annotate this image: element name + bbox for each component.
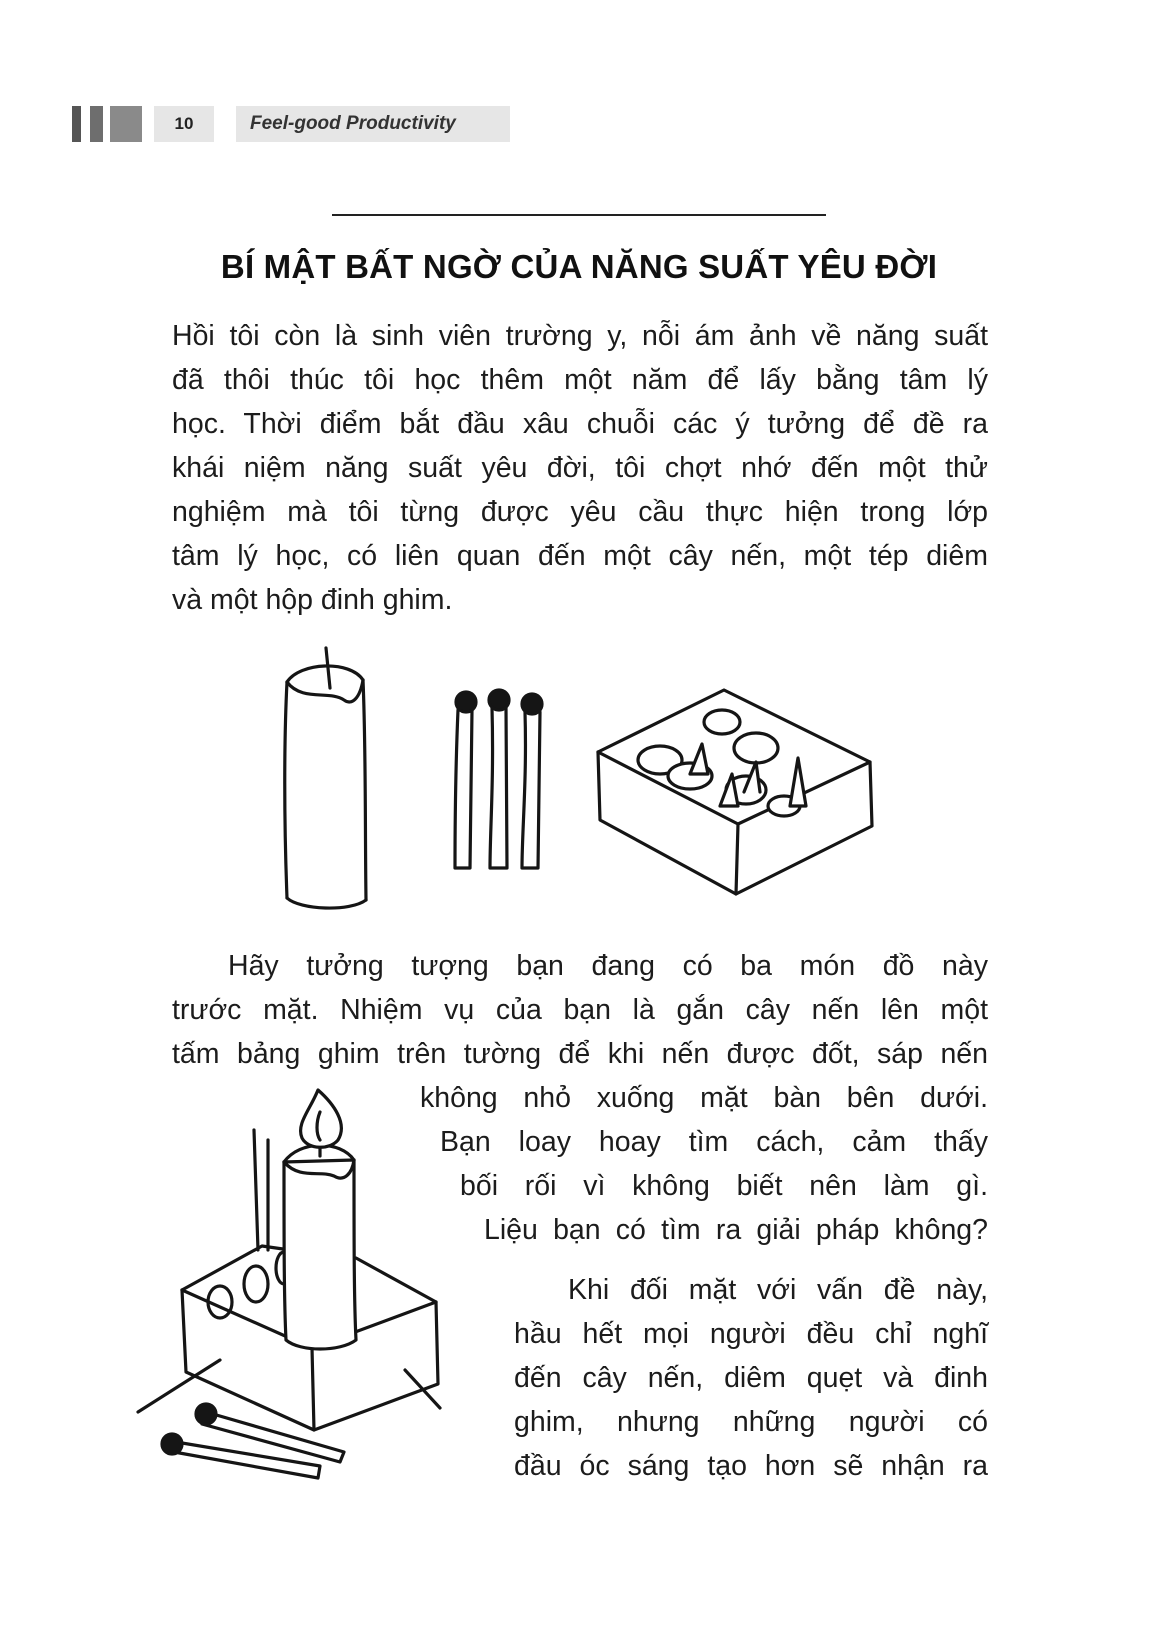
text-line: nghiệm mà tôi từng được yêu cầu thực hiện trong lớp [172,496,988,528]
text-line: tâm lý học, có liên quan đến một cây nến, một tép diêm [172,540,988,572]
fallen-matches-drawing [162,1404,344,1478]
text-line: học. Thời điểm bắt đầu xâu chuỗi các ý tưởng để đề ra [172,408,988,440]
text-line: trước mặt. Nhiệm vụ của bạn là gắn cây nến lên một [172,994,988,1026]
text-line: Khi đối mặt với vấn đề này, [568,1274,988,1306]
text-line: bối rối vì không biết nên làm gì. [460,1170,988,1202]
text-line: và một hộp đinh ghim. [172,584,453,616]
book-title: Feel-good Productivity [236,106,510,142]
text-line: tấm bảng ghim trên tường để khi nến được đốt, sáp nến [172,1038,988,1070]
text-line: Liệu bạn có tìm ra giải pháp không? [484,1214,988,1246]
text-line: không nhỏ xuống mặt bàn bên dưới. [420,1082,988,1114]
text-line: Bạn loay hoay tìm cách, cảm thấy [440,1126,988,1158]
section-title: BÍ MẬT BẤT NGỜ CỦA NĂNG SUẤT YÊU ĐỜI [220,248,938,285]
page-number: 10 [154,106,214,142]
text-line: Hồi tôi còn là sinh viên trường y, nỗi ám ảnh về năng suất [172,320,988,352]
text-line: đến cây nến, diêm quẹt và đinh [514,1362,988,1394]
text-line: hầu hết mọi người đều chỉ nghĩ [514,1318,988,1350]
text-line: đã thôi thúc tôi học thêm một năm để lấy bằng tâm lý [172,364,988,396]
text-line: Hãy tưởng tượng bạn đang có ba món đồ này [228,950,988,982]
text-line: khái niệm năng suất yêu đời, tôi chợt nhớ đến một thử [172,452,988,484]
text-line: ghim, nhưng những người có [514,1406,988,1438]
standing-candle-drawing [284,1090,356,1349]
text-line: đầu óc sáng tạo hơn sẽ nhận ra [514,1450,988,1482]
